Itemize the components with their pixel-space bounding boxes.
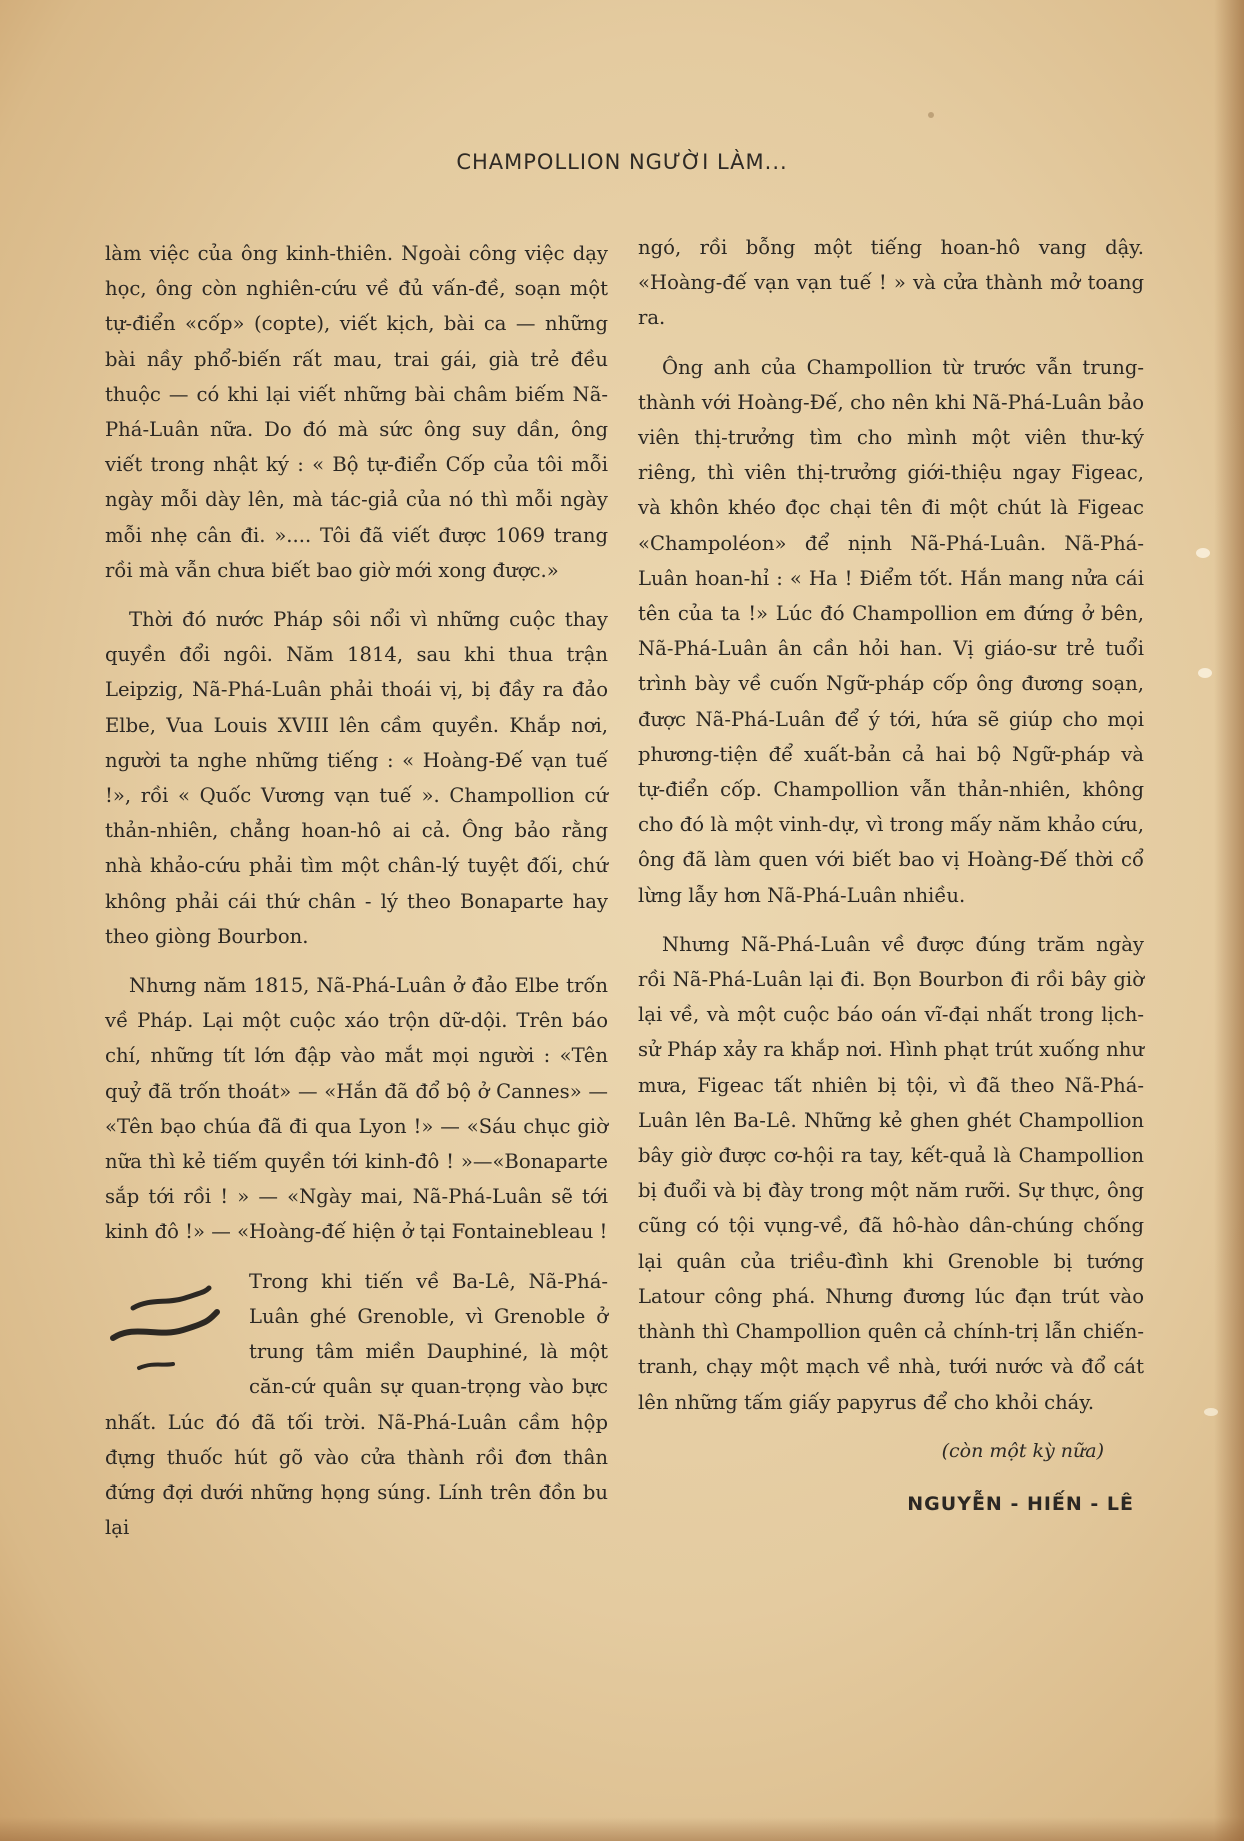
- ornament-paragraph: [105, 1264, 608, 1546]
- page-edge-shadow: [1214, 0, 1244, 1841]
- running-head: CHAMPOLLION NGƯỜI LÀM...: [456, 150, 788, 174]
- paragraph: Thời đó nước Pháp sôi nổi vì những cuộc thay quyền đổi ngôi. Năm 1814, sau khi thua trận Leipzig, Nã-Phá-Luân phải thoái vị, bị đầy ra đảo Elbe, Vua Louis XVIII lên cầm quyền. Khắp nơi, người ta nghe những tiếng : « Hoàng-Đế vạn tuế !», rồi « Quốc Vương vạn tuế ». Champollion cứ thản-nhiên, chẳng hoan-hô ai cả. Ông bảo rằng nhà khảo-cứu phải tìm một chân-lý tuyệt đối, chứ không phải cái thứ chân - lý theo Bonaparte hay theo giòng Bourbon.: [105, 608, 608, 948]
- left-column: [105, 236, 608, 1559]
- page-bottom-shadow: [0, 1817, 1244, 1841]
- author-byline: NGUYỄN - HIẾN - LÊ: [907, 1492, 1134, 1515]
- paper-spot: [1204, 1408, 1218, 1416]
- paragraph: Trong khi tiến về Ba-Lê, Nã-Phá-Luân ghé Grenoble, vì Grenoble ở trung tâm miền Dauphiné, là một căn-cứ quân sự quan-trọng vào bực nhất. Lúc đó đã tối trời. Nã-Phá-Luân cầm hộp đựng thuốc hút gõ vào cửa thành rồi đơn thân đứng đợi dưới những họng súng. Lính trên đồn bu lại: [105, 1269, 608, 1540]
- right-column: [638, 230, 1144, 1522]
- paper-spot: [1198, 668, 1212, 678]
- paper-spot: [1196, 548, 1210, 558]
- paper-spot: [928, 112, 934, 118]
- continued-note: (còn một kỳ nữa): [941, 1439, 1104, 1462]
- paragraph: làm việc của ông kinh-thiên. Ngoài công việc dạy học, ông còn nghiên-cứu về đủ vấn-đề, soạn một tự-điển «cốp» (copte), viết kịch, bài ca — những bài nầy phổ-biến rất mau, trai gái, già trẻ đều thuộc — có khi lại viết những bài châm biếm Nã-Phá-Luân nữa. Do đó mà sức ông suy dần, ông viết trong nhật ký : « Bộ tự-điển Cốp của tôi mỗi ngày mỗi dày lên, mà tác-giả của nó thì mỗi ngày mỗi nhẹ cân đi. ».... Tôi đã viết được 1069 trang rồi mà vẫn chưa biết bao giờ mới xong được.»: [105, 242, 608, 582]
- paragraph: ngó, rồi bỗng một tiếng hoan-hô vang dậy. «Hoàng-đế vạn vạn tuế ! » và cửa thành mở toang ra.: [638, 236, 1144, 330]
- paragraph: Nhưng năm 1815, Nã-Phá-Luân ở đảo Elbe trốn về Pháp. Lại một cuộc xáo trộn dữ-dội. Trên báo chí, những tít lớn đập vào mắt mọi người : «Tên quỷ đã trốn thoát» — «Hắn đã đổ bộ ở Cannes» — «Tên bạo chúa đã đi qua Lyon !» — «Sáu chục giờ nữa thì kẻ tiếm quyền tới kinh-đô ! »—«Bonaparte sắp tới rồi ! » — «Ngày mai, Nã-Phá-Luân sẽ tới kinh đô !» — «Hoàng-đế hiện ở tại Fontainebleau !: [105, 974, 608, 1244]
- paragraph: Nhưng Nã-Phá-Luân về được đúng trăm ngày rồi Nã-Phá-Luân lại đi. Bọn Bourbon đi rồi bây giờ lại về, và một cuộc báo oán vĩ-đại nhất trong lịch-sử Pháp xảy ra khắp nơi. Hình phạt trút xuống như mưa, Figeac tất nhiên bị tội, vì đã theo Nã-Phá-Luân lên Ba-Lê. Những kẻ ghen ghét Champollion bây giờ được cơ-hội ra tay, kết-quả là Champollion bị đuổi và bị đày trong một năm rưỡi. Sự thực, ông cũng có tội vụng-về, đã hô-hào dân-chúng chống lại quân của triều-đình khi Grenoble bị tướng Latour công phá. Nhưng đương lúc đạn trút vào thành thì Champollion quên cả chính-trị lẫn chiến-tranh, chạy một mạch về nhà, tưới nước và đổ cát lên những tấm giấy papyrus để cho khỏi cháy.: [638, 932, 1144, 1414]
- paragraph: Ông anh của Champollion từ trước vẫn trung-thành với Hoàng-Đế, cho nên khi Nã-Phá-Luân bảo viên thị-trưởng tìm cho mình một viên thư-ký riêng, thì viên thị-trưởng giới-thiệu ngay Figeac, và khôn khéo đọc chại tên đi một chút là Figeac «Champoléon» để nịnh Nã-Phá-Luân. Nã-Phá-Luân hoan-hỉ : « Ha ! Điểm tốt. Hắn mang nửa cái tên của ta !» Lúc đó Champollion em đứng ở bên, Nã-Phá-Luân ân cần hỏi han. Vị giáo-sư trẻ tuổi trình bày về cuốn Ngữ-pháp cốp ông đương soạn, được Nã-Phá-Luân để ý tới, hứa sẽ giúp cho mọi phương-tiện để xuất-bản cả hai bộ Ngữ-pháp và tự-điển cốp. Champollion vẫn thản-nhiên, không cho đó là một vinh-dự, vì trong mấy năm khảo cứu, ông đã làm quen với biết bao vị Hoàng-Đế thời cổ lừng lẫy hơn Nã-Phá-Luân nhiều.: [638, 355, 1144, 907]
- wave-ornament-icon: [105, 1268, 235, 1386]
